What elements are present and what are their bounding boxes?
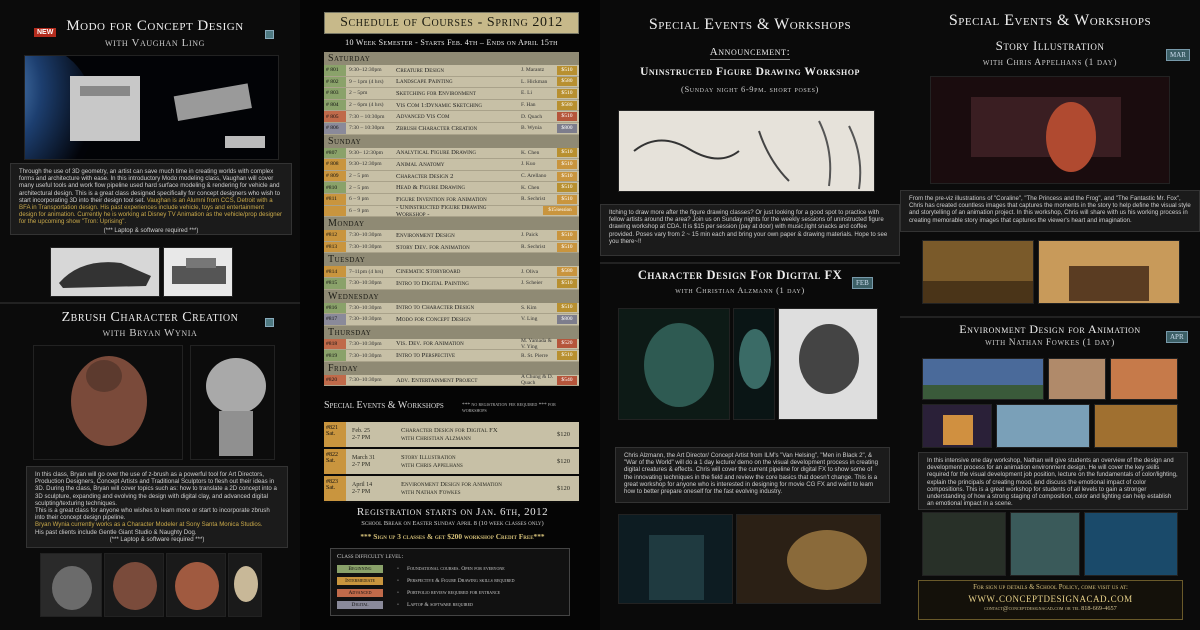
course-row bbox=[324, 111, 579, 123]
course-row bbox=[324, 88, 579, 100]
course-row bbox=[324, 375, 579, 387]
creature-art-image bbox=[618, 308, 730, 420]
course-name: Head & Figure Drawing bbox=[396, 184, 465, 192]
course-name: - Uninstructed Figure Drawing Workshop - bbox=[396, 203, 487, 218]
event-number: #822 bbox=[326, 452, 338, 458]
course-instructor: J. Marantz bbox=[521, 67, 545, 74]
cd-subtitle: with Christian Alzmann (1 day) bbox=[675, 285, 805, 295]
zbrush-description bbox=[26, 466, 288, 548]
panel-special-events-2 bbox=[900, 0, 1200, 630]
course-time: 7:30 – 10:30pm bbox=[349, 113, 385, 120]
fx-art-image bbox=[618, 514, 733, 604]
course-instructor: F. Han bbox=[521, 102, 536, 109]
zbrush-title: Zbrush Character Creation bbox=[61, 310, 239, 325]
event-instructor: with Chris Appelhans bbox=[401, 461, 463, 469]
env-thumb-image bbox=[1010, 512, 1080, 576]
day-header: Monday bbox=[324, 217, 579, 230]
course-number: #813 bbox=[324, 242, 346, 253]
bullet-icon: • bbox=[397, 566, 399, 572]
course-number: #814 bbox=[324, 266, 346, 277]
course-name: Character Design 2 bbox=[396, 172, 454, 180]
event-price: $120 bbox=[557, 485, 570, 492]
events-title: Special Events & Workshops bbox=[648, 16, 852, 33]
course-time: 7:30–10:30pm bbox=[349, 352, 382, 359]
story-thumb-image bbox=[1038, 240, 1180, 304]
course-name: Analytical Figure Drawing bbox=[396, 149, 477, 157]
course-time: 7:30–10:30pm bbox=[349, 316, 382, 323]
course-instructor: D. Quach bbox=[521, 113, 543, 120]
zbrush-bio: Bryan Wynia currently works as a Character Modeler at Sony Santa Monica Studios. bbox=[35, 521, 263, 529]
event-day: Sat. bbox=[326, 458, 336, 464]
divider bbox=[600, 262, 900, 264]
day-header: Saturday bbox=[324, 52, 579, 65]
schedule-header-box bbox=[324, 12, 579, 34]
event-day: Sat. bbox=[326, 485, 336, 491]
course-price: $510 bbox=[557, 66, 577, 75]
event-time: 2-7 PM bbox=[352, 488, 371, 495]
course-time: 7–11pm (4 hrs) bbox=[349, 268, 384, 275]
course-number: #815 bbox=[324, 278, 346, 289]
day-header: Thursday bbox=[324, 326, 579, 339]
event-day: Sat. bbox=[326, 431, 336, 437]
course-price: $800 bbox=[557, 124, 577, 133]
cd-description: Chris Alzmann, the Art Director/ Concept Artist from ILM's "Van Helsing", "Men in Black 2", & "War of the World" will do a 1 day lecture/ demo on the visual development process in creating digital creatures & effects. Chris will cover the current pipeline for digital FX to show some of the innovating techniques in the field and review the core basics that doesn't change. This is a great workshop for anyone who is interested in designing for movie CG FX and want to learn how to better prepare oneself for the fast evolving industry. bbox=[615, 447, 890, 503]
course-row bbox=[324, 182, 579, 194]
event-date-cell bbox=[346, 455, 401, 469]
course-number: # 802 bbox=[324, 77, 346, 88]
sculpt-thumb-image bbox=[228, 553, 262, 617]
course-price: $510 bbox=[557, 172, 577, 181]
course-row bbox=[324, 100, 579, 112]
course-price: $15/session bbox=[543, 206, 577, 215]
course-instructor: R. St. Pierre bbox=[521, 352, 548, 359]
course-row bbox=[324, 203, 579, 218]
course-schedule-table bbox=[324, 52, 579, 386]
event-course: Environment Design for Animation bbox=[401, 481, 502, 488]
course-price: $520 bbox=[557, 339, 577, 348]
course-price: $510 bbox=[557, 351, 577, 360]
event-date-cell bbox=[346, 428, 401, 442]
ufd-subtitle: (Sunday night 6-9pm. short poses) bbox=[681, 84, 819, 94]
course-instructor: S. Kim bbox=[521, 304, 537, 311]
school-break: School Break on Easter Sunday April 8 (10 week classes only) bbox=[361, 520, 544, 527]
story-illustration-image bbox=[930, 76, 1170, 184]
footer-box bbox=[918, 580, 1183, 620]
env-art-image bbox=[922, 358, 1044, 400]
course-price: $510 bbox=[557, 89, 577, 98]
course-row bbox=[324, 350, 579, 362]
course-number: # 803 bbox=[324, 88, 346, 99]
course-price: $510 bbox=[557, 195, 577, 204]
course-time: 6 – 9 pm bbox=[349, 196, 369, 203]
legend-desc: Foundational courses. Open for everyone bbox=[407, 566, 505, 572]
course-row bbox=[324, 230, 579, 242]
course-time: 2 – 5 pm bbox=[349, 184, 369, 191]
course-time: 9:30– 12:30pm bbox=[349, 149, 384, 156]
course-price: $510 bbox=[557, 303, 577, 312]
legend-swatch: Beginning bbox=[337, 565, 383, 573]
course-instructor: A Chung & D. Quach bbox=[521, 374, 554, 387]
course-row bbox=[324, 339, 579, 351]
env-description: In this intensive one day workshop, Nathan will give students an overview of the design and development process for an animation environment design. He will cover the key skills required for the visual development job position, lecture on the fundamentals of color/lighting, explain the principals of creating mood, and discuss the emotional impact of color compositions. This is a great workshop for students of all levels to gain a stronger understanding of how a strong staging of composition, color and lighting can help establish an emotional impact in a scene. bbox=[918, 452, 1188, 510]
course-name: Modo for Concept Design bbox=[396, 315, 471, 323]
course-name: Intro to Character Design bbox=[396, 304, 475, 312]
tank-render-image bbox=[163, 247, 233, 297]
course-time: 7:30–10:30pm bbox=[349, 280, 382, 287]
decor-square-icon bbox=[265, 318, 274, 327]
fx-art-image bbox=[736, 514, 881, 604]
course-instructor: J. Scheier bbox=[521, 280, 543, 287]
env-title: Environment Design for Animation bbox=[959, 322, 1141, 336]
difficulty-legend bbox=[330, 548, 570, 616]
course-name: Creature Design bbox=[396, 66, 445, 74]
events-table-title: Special Events & Workshops bbox=[324, 400, 444, 411]
event-number-cell bbox=[324, 449, 346, 474]
sculpt-thumb-image bbox=[40, 553, 102, 617]
course-time: 7:30–10:30pm bbox=[349, 244, 382, 251]
course-number: # 805 bbox=[324, 111, 346, 122]
course-price: $510 bbox=[557, 112, 577, 121]
course-number bbox=[324, 206, 346, 217]
cd-title: Character Design For Digital FX bbox=[637, 268, 843, 282]
modo-note: (*** Laptop & software required ***) bbox=[103, 226, 199, 234]
course-price: $510 bbox=[557, 231, 577, 240]
registration-start: Registration starts on Jan. 6th, 2012 bbox=[356, 506, 549, 518]
legend-row bbox=[337, 599, 563, 611]
bullet-icon: • bbox=[397, 578, 399, 584]
legend-swatch: Advanced bbox=[337, 589, 383, 597]
course-name: Zbrush Character Creation bbox=[396, 124, 478, 132]
course-row bbox=[324, 303, 579, 315]
event-row bbox=[324, 449, 579, 476]
feb-tag: FEB bbox=[852, 277, 873, 289]
story-subtitle: with Chris Appelhans (1 day) bbox=[982, 58, 1118, 68]
event-price: $120 bbox=[557, 458, 570, 465]
env-art-image bbox=[1048, 358, 1106, 400]
course-time: 7:30–10:30pm bbox=[349, 340, 382, 347]
course-name: Cinematic Storyboard bbox=[396, 268, 461, 276]
course-number: #819 bbox=[324, 350, 346, 361]
event-time: 2-7 PM bbox=[352, 461, 371, 468]
course-instructor: K. Chen bbox=[521, 184, 540, 191]
bullet-icon: • bbox=[397, 590, 399, 596]
env-art-image bbox=[922, 404, 992, 448]
course-name: Figure Invention for Animation bbox=[396, 195, 487, 203]
zbrush-subtitle: with Bryan Wynia bbox=[102, 327, 198, 339]
course-number: # 804 bbox=[324, 100, 346, 111]
course-row bbox=[324, 65, 579, 77]
footer-signup: For sign up details & School Policy, come visit us at: bbox=[973, 584, 1128, 591]
course-instructor: V. Ling bbox=[521, 316, 538, 323]
promo-text: *** Sign up 3 classes & get $200 workshop Credit Free*** bbox=[360, 532, 545, 541]
course-name: Intro to Digital Painting bbox=[396, 279, 469, 287]
contact-info: contact@conceptdesignacad.com or tel 818-669-4657 bbox=[984, 605, 1117, 612]
event-instructor: with Nathan Fowkes bbox=[401, 488, 461, 496]
course-row bbox=[324, 159, 579, 171]
event-date: March 31 bbox=[352, 454, 376, 461]
course-time: 2 – 5 pm bbox=[349, 173, 369, 180]
course-time: 7:30–10:30pm bbox=[349, 232, 382, 239]
event-number-cell bbox=[324, 476, 346, 501]
course-name: Adv. Entertainment Project bbox=[396, 376, 478, 384]
event-course-cell bbox=[401, 454, 557, 469]
course-row bbox=[324, 77, 579, 89]
modo-title: Modo for Concept Design bbox=[66, 18, 244, 34]
course-number: # 801 bbox=[324, 65, 346, 76]
bullet-icon: • bbox=[397, 602, 399, 608]
events-table-note: *** no registration fee required *** for workshops bbox=[462, 402, 556, 414]
zbrush-body2: This is a great class for anyone who wishes to learn more or start to incorporate zbrush into their concept design pipeline. bbox=[35, 507, 270, 522]
story-thumb-image bbox=[922, 240, 1034, 304]
event-course: Character Design for Digital FX bbox=[401, 427, 498, 434]
course-name: Vis Com 1:Dynamic Sketching bbox=[396, 101, 482, 109]
course-number: #816 bbox=[324, 303, 346, 314]
announcement-label: Announcement: bbox=[709, 46, 791, 58]
course-instructor: B. Wynia bbox=[521, 125, 542, 132]
day-header: Tuesday bbox=[324, 253, 579, 266]
event-number-cell bbox=[324, 422, 346, 447]
course-price: $510 bbox=[557, 183, 577, 192]
course-row bbox=[324, 266, 579, 278]
semester-dates: 10 Week Semester - Starts Feb. 4th – Ends on April 15th bbox=[345, 38, 558, 47]
course-instructor: C. Arellano bbox=[521, 173, 547, 180]
divider bbox=[0, 302, 300, 304]
event-course-cell bbox=[401, 427, 557, 442]
legend-desc: Portfolio review required for entrance bbox=[407, 590, 501, 596]
legend-swatch: Intermediate bbox=[337, 577, 383, 585]
course-price: $510 bbox=[557, 160, 577, 169]
ufd-title: Uninstructed Figure Drawing Workshop bbox=[640, 66, 860, 78]
env-thumb-image bbox=[922, 512, 1006, 576]
course-time: 7:30–10:30pm bbox=[349, 377, 382, 384]
event-date-cell bbox=[346, 482, 401, 496]
event-row bbox=[324, 422, 579, 449]
course-time: 9:30–12:30pm bbox=[349, 161, 382, 168]
env-art-image bbox=[1110, 358, 1178, 400]
event-number: #821 bbox=[326, 425, 338, 431]
env-art-image bbox=[1094, 404, 1178, 448]
figure-drawings-image bbox=[618, 110, 875, 192]
course-number: #817 bbox=[324, 314, 346, 325]
event-price: $120 bbox=[557, 431, 570, 438]
course-instructor: R. Sechrist bbox=[521, 196, 546, 203]
announcement-underline bbox=[710, 59, 790, 60]
course-instructor: J. Kuo bbox=[521, 161, 536, 168]
course-time: 9 – 1pm (4 hrs) bbox=[349, 78, 384, 85]
modo-description bbox=[10, 163, 292, 235]
mar-tag: MAR bbox=[1166, 49, 1190, 61]
course-number: #810 bbox=[324, 182, 346, 193]
legend-swatch: Digital bbox=[337, 601, 383, 609]
course-instructor: J. Oliva bbox=[521, 268, 539, 275]
course-instructor: K. Chen bbox=[521, 149, 540, 156]
legend-row bbox=[337, 575, 563, 587]
course-name: Vis. Dev. for Animation bbox=[396, 340, 464, 348]
course-number: # 806 bbox=[324, 123, 346, 134]
course-number: #811 bbox=[324, 194, 346, 205]
creature-art-image bbox=[778, 308, 878, 420]
course-row bbox=[324, 278, 579, 290]
course-instructor: M. Yamada & V. Ying bbox=[521, 337, 552, 350]
apr-tag: APR bbox=[1166, 331, 1188, 343]
ufd-description: Itching to draw more after the figure drawing classes? Or just looking for a good spot to practice with fellow artists around the area? Join us on Sunday nights for the weekly sessions of uninstructed figure drawing workshop at CDA. It is $15 per session (pay at door) with music,light snacks and coffee provided. Poses vary from 2 ~ 15 min each and bring your own paper & drawing materials. Hope to see you there~!! bbox=[600, 204, 900, 256]
course-price: $510 bbox=[557, 243, 577, 252]
event-course-cell bbox=[401, 481, 557, 496]
course-number: # 808 bbox=[324, 159, 346, 170]
event-date: Feb. 25 bbox=[352, 427, 370, 434]
course-number: #820 bbox=[324, 375, 346, 386]
story-description: From the pre-viz illustrations of "Coraline", "The Princess and the Frog", and "The Fantastic Mr. Fox", Chris has created countless images that captures the moments in the story to help define the visual style and storytelling of an animation project. In this workshop, Chris will share with us his working process in creating memorable story images that captures the viewer's heart and imagination. bbox=[900, 190, 1200, 232]
course-price: $510 bbox=[557, 279, 577, 288]
events-table bbox=[324, 422, 579, 503]
sculpt-thumb-image bbox=[166, 553, 226, 617]
course-name: Animal Anatomy bbox=[396, 160, 445, 168]
env-art-image bbox=[996, 404, 1090, 448]
course-time: 7:30 – 10:30pm bbox=[349, 125, 385, 132]
course-name: Landscape Painting bbox=[396, 78, 453, 86]
zbrush-note: (*** Laptop & software required ***) bbox=[109, 535, 205, 543]
zbrush-body: In this class, Bryan will go over the use of z-brush as a powerful tool for Art Directors, Production Designers, Concept Artists and Traditional Sculptors to flesh out their ideas in 3D. During the class, Bryan will cover topics such as: how to translate a 2D concept into a 3D sculpture, expanding and evolving the design with digital clay, and advanced digital sculpting/texturing techniques. bbox=[35, 471, 277, 507]
creature-art-image bbox=[733, 308, 775, 420]
env-thumb-image bbox=[1084, 512, 1178, 576]
course-price: $800 bbox=[557, 315, 577, 324]
course-name: Advanced Vis Com bbox=[396, 113, 450, 121]
course-instructor: L. Hickman bbox=[521, 78, 548, 85]
modo-subtitle: with Vaughan Ling bbox=[105, 37, 205, 49]
new-badge: NEW bbox=[34, 28, 56, 37]
day-header: Wednesday bbox=[324, 290, 579, 303]
day-header: Sunday bbox=[324, 135, 579, 148]
course-row bbox=[324, 314, 579, 326]
legend-row bbox=[337, 587, 563, 599]
course-time: 2 – 6pm (4 hrs) bbox=[349, 102, 384, 109]
course-row bbox=[324, 123, 579, 135]
env-subtitle: with Nathan Fowkes (1 day) bbox=[985, 338, 1115, 348]
course-time: 6 – 9 pm bbox=[349, 207, 369, 214]
goblin-sculpt-image bbox=[190, 345, 275, 460]
course-row bbox=[324, 148, 579, 160]
event-date: April 14 bbox=[352, 481, 373, 488]
panel-modo-zbrush bbox=[0, 0, 300, 630]
course-name: Story Dev. for Animation bbox=[396, 243, 470, 251]
legend-desc: Laptop & software required bbox=[407, 602, 473, 608]
course-price: $580 bbox=[557, 267, 577, 276]
story-title: Story Illustration bbox=[995, 38, 1105, 53]
modo-bio: Vaughan is an Alumni from CCS, Detroit with a BFA in Transportation design. His past experiences include vehicle, toys and entertainment design for animation. Currently he is working at Disney TV Animation as the vehicle/prop designer for the upcoming show "Tron: Uprising". bbox=[19, 196, 283, 226]
course-price: $580 bbox=[557, 101, 577, 110]
course-instructor: R. Sechrist bbox=[521, 244, 546, 251]
course-number: #807 bbox=[324, 148, 346, 159]
modo-body: Through the use of 3D geometry, an artist can save much time in creating worlds with complex forms and architecture with ease. In this introductory Modo modeling class, Vaughan will cover many useful tools and work flow pipeline used hard surface modeling & rendering for vehicle and architectural design. This is a great class designed specifically for concept designers who wish to start incorporating 3D into their design tool set. bbox=[19, 168, 281, 204]
course-name: Intro to Perspective bbox=[396, 352, 456, 360]
course-time: 7:30–10:30pm bbox=[349, 304, 382, 311]
course-number: #818 bbox=[324, 339, 346, 350]
legend-desc: Perspective & Figure Drawing skills required bbox=[407, 578, 515, 584]
legend-row bbox=[337, 563, 563, 575]
day-header: Friday bbox=[324, 362, 579, 375]
course-instructor: J. Paick bbox=[521, 232, 539, 239]
course-number: # 809 bbox=[324, 171, 346, 182]
website-link[interactable]: www.conceptdesignacad.com bbox=[968, 591, 1133, 605]
events-title-2: Special Events & Workshops bbox=[948, 12, 1152, 29]
schedule-title: Schedule of Courses - Spring 2012 bbox=[340, 15, 563, 30]
course-name: Environment Design bbox=[396, 231, 455, 239]
event-row bbox=[324, 476, 579, 503]
event-course: Story Illustration bbox=[401, 454, 456, 461]
course-price: $580 bbox=[557, 77, 577, 86]
course-row bbox=[324, 171, 579, 183]
sculpt-thumb-image bbox=[104, 553, 164, 617]
werewolf-sculpt-image bbox=[33, 345, 183, 460]
course-instructor: E. Li bbox=[521, 90, 532, 97]
course-price: $510 bbox=[557, 148, 577, 157]
event-number: #823 bbox=[326, 479, 338, 485]
spaceship-image bbox=[24, 55, 279, 160]
event-time: 2-7 PM bbox=[352, 434, 371, 441]
course-time: 9:30–12:30pm bbox=[349, 67, 382, 74]
vehicle-render-image bbox=[50, 247, 160, 297]
legend-title: Class difficulty level: bbox=[337, 553, 404, 560]
event-instructor: with Christian Alzmann bbox=[401, 434, 471, 442]
decor-square-icon bbox=[265, 30, 274, 39]
course-row bbox=[324, 242, 579, 254]
panel-special-events-1 bbox=[600, 0, 900, 630]
course-name: Sketching for Environment bbox=[396, 89, 476, 97]
divider bbox=[900, 316, 1200, 318]
course-time: 2 – 5pm bbox=[349, 90, 368, 97]
course-number: #812 bbox=[324, 230, 346, 241]
course-price: $540 bbox=[557, 376, 577, 385]
zbrush-bio2: His past clients include Gentle Giant Studio & Naughty Dog. bbox=[35, 528, 197, 536]
